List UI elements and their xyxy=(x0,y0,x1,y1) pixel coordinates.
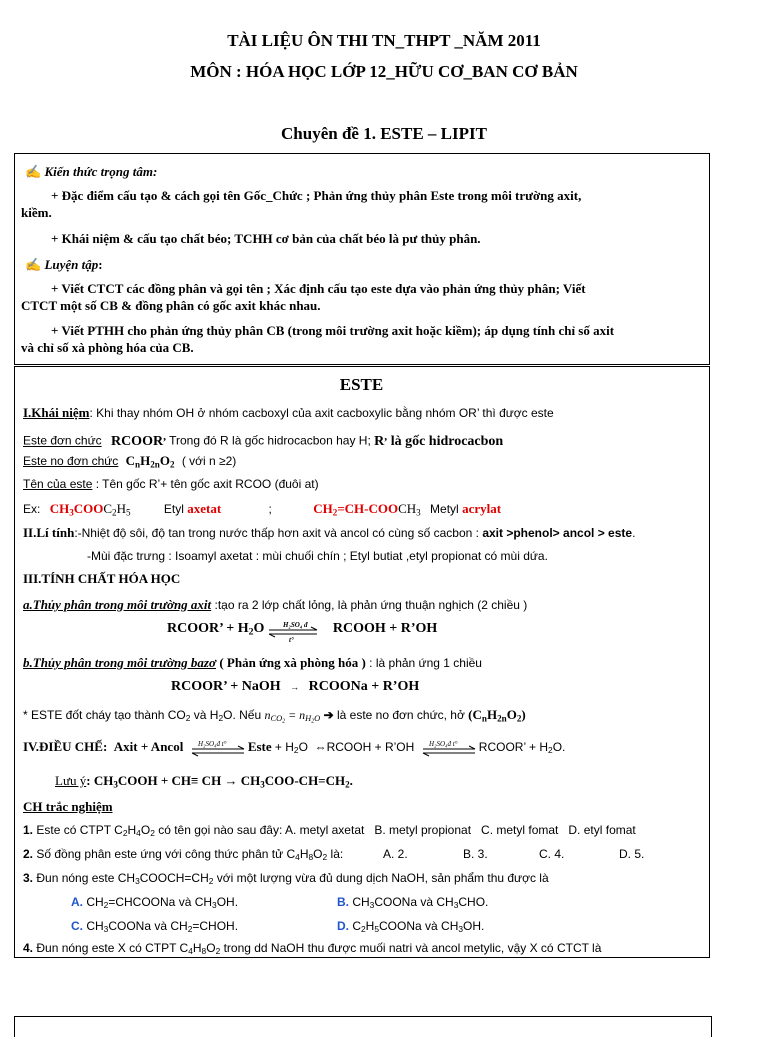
base-hydrolysis-line: b.Thủy phân trong môi trường bazơ ( Phản ứng xà phòng hóa ) : là phản ứng 1 chiều xyxy=(23,655,482,670)
key-knowledge-box xyxy=(14,153,710,365)
knowledge-item-1-cont: kiềm. xyxy=(21,205,52,220)
q3-option-a: A. $CH_2=CHCOONa$ và $CH_3OH$. xyxy=(71,895,239,911)
naming-line: Tên của este : Tên gốc R’+ tên gốc axit RCOO (đuôi at) xyxy=(23,477,319,491)
implies-arrow-icon: ➔ xyxy=(323,708,334,722)
knowledge-item-2: + Khái niệm & cấu tạo chất béo; TCHH cơ bản của chất béo là pư thủy phân. xyxy=(51,231,481,246)
document-title: TÀI LIỆU ÔN THI TN_THPT _NĂM 2011 xyxy=(227,31,541,50)
single-ester-line: Este đơn chức RCOOR, Trong đó R là gốc hidrocacbon hay H; R, là gốc hidrocacbon xyxy=(23,429,504,449)
reversible-arrow-icon xyxy=(421,740,473,756)
example-line: Ex: $CH_3COOC_2H_5$ Etyl axetat ; $CH_2=CH-COOCH_3$ Metyl acrylat xyxy=(23,501,502,518)
question-2: 2. Số đồng phân este ứng với công thức phân tử $C_4H_8O_2$ là: xyxy=(23,847,344,863)
question-1: 1. Este có CTPT $C_2H_4O_2$ có tên gọi nào sau đây: A. metyl axetat B. metyl propionat C. metyl fomat D. etyl fomat xyxy=(23,823,636,839)
reversible-arrow-icon xyxy=(267,621,319,643)
q2-option-b: B. 3. xyxy=(463,847,488,861)
right-arrow-icon: → xyxy=(224,773,238,788)
svg-text:H₂SO₄đ t°: H₂SO₄đ t° xyxy=(197,740,227,749)
saturated-ester-line: Este no đơn chức $C_nH_{2n}O_2$ ( với n ≥2) xyxy=(23,453,237,470)
practice-heading: ✍ Luyện tập: xyxy=(25,257,103,272)
practice-item-2: + Viết PTHH cho phản ứng thủy phân CB (trong môi trường axit hoặc kiềm); áp dụng tính chỉ số axit xyxy=(51,323,615,338)
practice-item-1-cont: CTCT một số CB & đồng phân có gốc axit khác nhau. xyxy=(21,298,321,313)
q3-option-d: D. $C_2H_5COONa$ và $CH_3OH$. xyxy=(337,919,485,935)
multiple-choice-heading: CH trắc nghiệm xyxy=(23,799,113,814)
note-line: Lưu ý: $CH_3COOH + CH\equiv$ CH → $CH_3COO-CH=CH_2$. xyxy=(55,773,353,790)
combustion-line: * ESTE đốt cháy tạo thành $CO_2$ và $H_2O$. Nếu $n_{CO_2} = n_{H_2O}$ ➔ là este no đơn chức, hở $(C_nH_{2n}O_2)$ xyxy=(23,707,526,725)
practice-item-2-cont: và chỉ số xà phòng hóa của CB. xyxy=(21,340,194,355)
q2-option-d: D. 5. xyxy=(619,847,645,861)
q2-option-c: C. 4. xyxy=(539,847,565,861)
knowledge-item-1: + Đặc điểm cấu tạo & cách gọi tên Gốc_Chức ; Phản ứng thủy phân Este trong môi trường axit, xyxy=(51,188,582,203)
physical-properties-line: II.Lí tính:-Nhiệt độ sôi, độ tan trong nước thấp hơn axit và ancol có cùng số cacbon : axit >phenol> ancol > este. xyxy=(23,525,636,540)
svg-text:t°: t° xyxy=(289,636,295,643)
definition-line: I.Khái niệm: Khi thay nhóm OH ở nhóm cacboxyl của axit cacboxylic bằng nhóm OR’ thì được este xyxy=(23,405,554,420)
question-3: 3. Đun nóng este $CH_3COOCH=CH_2$ với một lượng vừa đủ dung dịch NaOH, sản phẩm thu được là xyxy=(23,871,549,887)
saponification-equation: RCOOR’ + NaOH → RCOONa + R’OH xyxy=(171,679,420,694)
q2-option-a: A. 2. xyxy=(383,847,408,861)
hand-write-icon: ✍ xyxy=(25,257,42,272)
acid-hydrolysis-equation: RCOOR’ + $H_2O$ H₂SO₄ đ t° RCOOH + R’OH xyxy=(167,621,438,643)
svg-text:H₂SO₄ đ: H₂SO₄ đ xyxy=(283,621,308,629)
preparation-line: IV.ĐIỀU CHẾ: Axit + Ancol H₂SO₄đ t° Este + $H_2O$ ⇔RCOOH + R’OH H₂SO₄đ t° RCOOR’ + $H_2O$. xyxy=(23,739,566,756)
chapter-title: Chuyên đề 1. ESTE – LIPIT xyxy=(281,124,487,143)
chemical-properties-heading: III.TÍNH CHẤT HÓA HỌC xyxy=(23,571,181,586)
arrow-icon: → xyxy=(290,682,300,692)
q3-option-b: B. $CH_3COONa$ và $CH_3CHO$. xyxy=(337,895,489,911)
practice-item-1: + Viết CTCT các đồng phân và gọi tên ; Xác định cấu tạo este dựa vào phản ứng thủy phân; Viết xyxy=(51,281,586,296)
next-page-box-edge xyxy=(14,1016,712,1037)
question-4: 4. Đun nóng este X có CTPT $C_4H_8O_2$ trong dd NaOH thu được muối natri và ancol metylic, vậy X có CTCT là xyxy=(23,941,602,957)
acid-hydrolysis-line: a.Thủy phân trong môi trường axit :tạo ra 2 lớp chất lỏng, là phản ứng thuận nghịch (2 chiều ) xyxy=(23,597,528,612)
subject-title: MÔN : HÓA HỌC LỚP 12_HỮU CƠ_BAN CƠ BẢN xyxy=(190,62,578,81)
odor-line: -Mùi đặc trưng : Isoamyl axetat : mùi chuối chín ; Etyl butiat ,etyl propionat có mùi dứa. xyxy=(87,549,548,563)
reversible-arrow-icon xyxy=(190,740,242,756)
q3-option-c: C. $CH_3COONa$ và $CH_2=CHOH$. xyxy=(71,919,239,935)
este-title: ESTE xyxy=(339,375,384,394)
hand-write-icon: ✍ xyxy=(25,164,42,179)
key-knowledge-heading: ✍ Kiến thức trọng tâm: xyxy=(25,164,158,179)
svg-text:H₂SO₄đ t°: H₂SO₄đ t° xyxy=(428,740,458,749)
este-section-box xyxy=(14,366,710,958)
